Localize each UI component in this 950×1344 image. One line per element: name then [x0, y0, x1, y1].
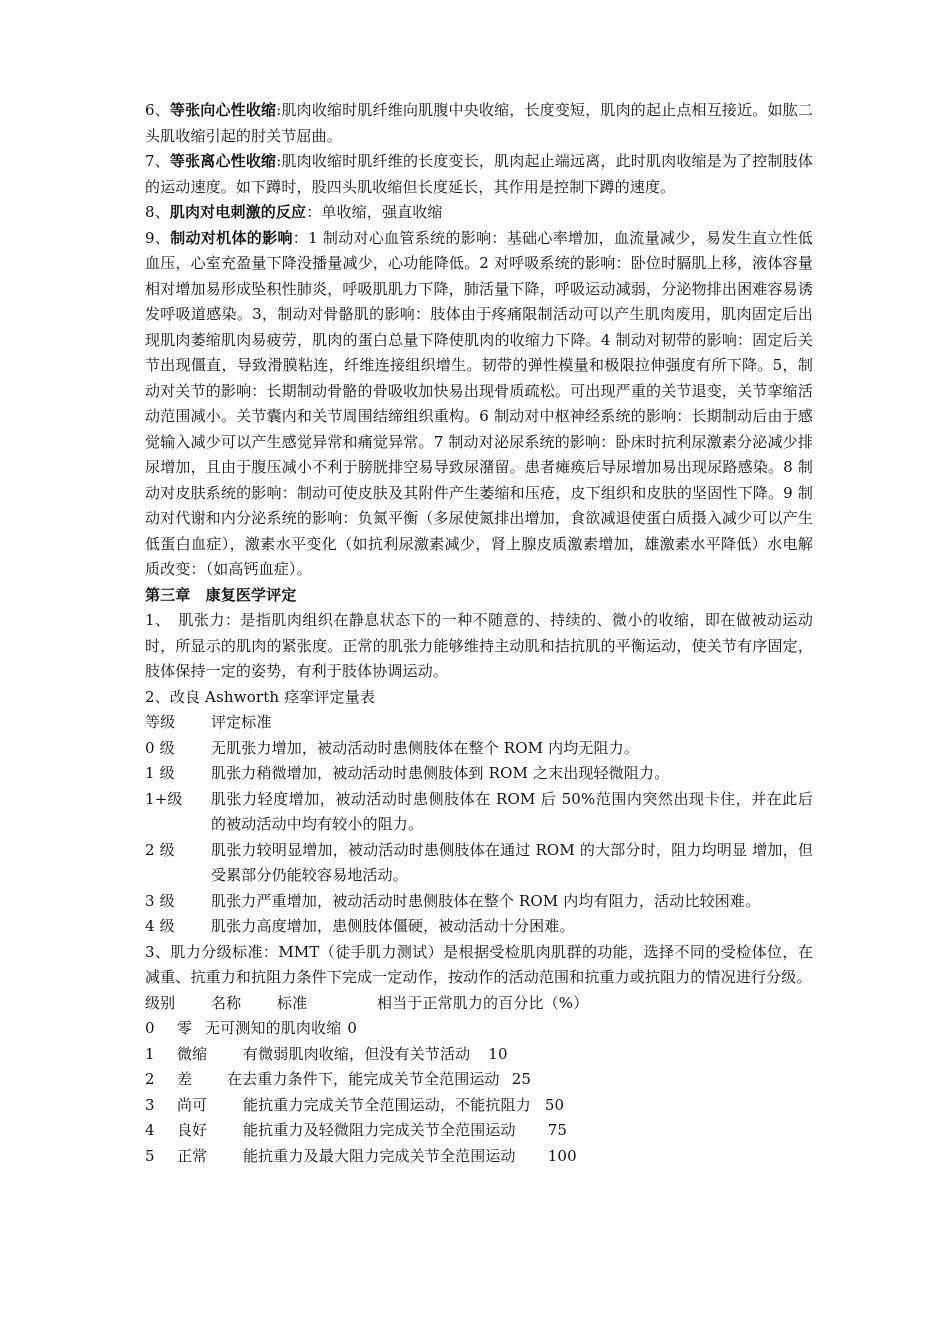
- mmt-level: 5: [145, 1146, 155, 1165]
- mmt-name: 良好: [177, 1121, 208, 1139]
- mmt-name: 正常: [177, 1146, 208, 1165]
- document-page: [145, 98, 813, 1169]
- mmt-name: 差: [177, 1070, 193, 1088]
- item-number: 7、: [145, 152, 170, 170]
- ashworth-header-grade: 等级: [145, 713, 176, 731]
- item-immobilization-effects: [145, 226, 813, 583]
- mmt-level: 2: [145, 1070, 155, 1088]
- item-title: 等张离心性收缩: [169, 152, 277, 170]
- mmt-level: 3: [145, 1095, 155, 1114]
- item-title: 肌张力: [178, 611, 225, 629]
- item-separator: ：: [306, 203, 322, 221]
- item-body: 肌肉收缩时肌纤维的长度变长，肌肉起止端远离，此时肌肉收缩是为了控制肢体的运动速度。如下蹲时，股四头肌收缩但长度延长，其作用是控制下蹲的速度。: [145, 152, 813, 196]
- mmt-percent: 50: [544, 1095, 565, 1114]
- mmt-row: [145, 1067, 813, 1093]
- ashworth-row: [145, 787, 813, 838]
- mmt-criteria: 能抗重力及最大阻力完成关节全范围运动: [243, 1146, 516, 1165]
- mmt-criteria: 在去重力条件下，能完成关节全范围运动: [227, 1070, 500, 1088]
- item-separator: ：: [292, 228, 309, 247]
- item-number: 8、: [145, 203, 170, 221]
- mmt-row: [145, 1042, 813, 1068]
- mmt-percent: 0: [347, 1019, 358, 1037]
- item-isotonic-eccentric: [145, 149, 813, 200]
- ashworth-row: [145, 736, 813, 762]
- muscle-tone-definition: [145, 608, 813, 685]
- mmt-row: [145, 1016, 813, 1042]
- mmt-header-row: [145, 991, 813, 1017]
- mmt-header-percent: 相当于正常肌力的百分比（%）: [377, 993, 589, 1012]
- ashworth-header-criteria: 评定标准: [211, 713, 272, 731]
- mmt-percent: 75: [547, 1121, 568, 1139]
- item-separator: :: [276, 152, 282, 170]
- mmt-name: 微缩: [177, 1044, 208, 1063]
- item-title: 肌肉对电刺激的反应: [169, 203, 307, 221]
- item-body: 1 制动对心血管系统的影响：基础心率增加，血流量减少，易发生直立性低血压，心室充盈量下降没播量减少，心功能降低。2 对呼吸系统的影响：卧位时膈肌上移，液体容量相对增加易形成坠积性肺炎，呼吸肌肌力下降，肺活量下降，呼吸运动减弱，分泌物排出困难容易诱发呼吸道感染。3，制动对骨骼肌的影响：肢体由于疼痛限制活动可以产生肌肉废用，肌肉固定后出现肌肉萎缩肌肉易疲劳，肌肉的蛋白总量下降使肌肉的收缩力下降。4 制动对韧带的影响：固定后关节出现僵直，导致滑膜粘连，纤维连接组织增生。韧带的弹性模量和极限拉伸强度有所下降。5，制动对关节的影响：长期制动骨骼的骨吸收加快易出现骨质疏松。可出现严重的关节退变，关节挛缩活动范围减小。关节囊内和关节周围结缔组织重构。6 制动对中枢神经系统的影响：长期制动后由于感觉输入减少可以产生感觉异常和痛觉异常。7 制动对泌尿系统的影响：卧床时抗利尿激素分泌减少排尿增加，且由于腹压减小不利于膀胱排空易导致尿潴留。患者瘫痪后导尿增加易出现尿路感染。8 制动对皮肤系统的影响：制动可使皮肤及其附件产生萎缩和压疮，皮下组织和皮肤的坚固性下降。9 制动对代谢和内分泌系统的影响：负氮平衡（多尿使氮排出增加，食欲减退使蛋白质摄入减少可以产生低蛋白血症），激素水平变化（如抗利尿激素减少，肾上腺皮质激素增加，雄激素水平降低）水电解质改变：（如高钙血症）。: [145, 228, 813, 578]
- mmt-level: 4: [145, 1121, 155, 1139]
- item-number: 9、: [145, 228, 171, 247]
- mmt-level: 1: [145, 1044, 155, 1063]
- mmt-criteria: 能抗重力完成关节全范围运动，不能抗阻力: [243, 1095, 531, 1114]
- ashworth-grade: 0 级: [145, 738, 175, 757]
- mmt-header-level: 级别: [145, 993, 176, 1012]
- ashworth-grade: 3 级: [145, 891, 175, 910]
- item-body: 肌肉收缩时肌纤维向肌腹中央收缩，长度变短，肌肉的起止点相互接近。如肱二头肌收缩引起的肘关节屈曲。: [145, 101, 813, 145]
- ashworth-header-row: [145, 710, 813, 736]
- item-body: ：是指肌肉组织在静息状态下的一种不随意的、持续的、微小的收缩，即在做被动运动时，所显示的肌肉的紧张度。正常的肌张力能够维持主动肌和拮抗肌的平衡运动，使关节有序固定，肢体保持一定的姿势，有利于肢体协调运动。: [145, 611, 813, 680]
- item-title: 制动对机体的影响: [170, 228, 293, 247]
- item-separator: :: [276, 101, 282, 119]
- mmt-percent: 25: [511, 1070, 532, 1088]
- mmt-header-name: 名称: [211, 993, 242, 1012]
- mmt-name: 零: [177, 1019, 193, 1037]
- ashworth-criteria: 肌张力稍微增加，被动活动时患侧肢体到 ROM 之末出现轻微阻力。: [211, 764, 670, 782]
- item-number: 1、: [145, 611, 179, 629]
- mmt-row: [145, 1144, 813, 1170]
- ashworth-row: [145, 914, 813, 940]
- ashworth-criteria: 无肌张力增加，被动活动时患侧肢体在整个 ROM 内均无阻力。: [211, 738, 639, 757]
- mmt-header-criteria: 标准: [277, 993, 308, 1012]
- ashworth-grade: 2 级: [145, 840, 175, 859]
- mmt-intro: 3、肌力分级标准：MMT（徒手肌力测试）是根据受检肌肉肌群的功能，选择不同的受检体位，在减重、抗重力和抗阻力条件下完成一定动作，按动作的活动范围和抗重力或抗阻力的情况进行分级。: [145, 942, 813, 986]
- ashworth-criteria: 肌张力较明显增加，被动活动时患侧肢体在通过 ROM 的大部分时，阻力均明显 增加，但受累部分仍能较容易地活动。: [211, 840, 813, 884]
- ashworth-criteria: 肌张力轻度增加，被动活动时患侧肢体在 ROM 后 50%范围内突然出现卡住，并在此后的被动活动中均有较小的阻力。: [211, 789, 813, 833]
- mmt-row: [145, 1118, 813, 1144]
- item-body: 单收缩，强直收缩: [321, 203, 443, 221]
- item-isotonic-concentric: [145, 98, 813, 149]
- ashworth-title: 2、改良 Ashworth 痉挛评定量表: [145, 687, 376, 706]
- chapter-heading: 第三章 康复医学评定: [145, 585, 297, 604]
- item-electric-stimulation: [145, 200, 813, 226]
- item-number: 6、: [145, 101, 170, 119]
- ashworth-grade: 4 级: [145, 917, 175, 935]
- mmt-criteria: 无可测知的肌肉收缩: [205, 1019, 342, 1037]
- mmt-criteria: 有微弱肌肉收缩，但没有关节活动: [243, 1044, 471, 1063]
- ashworth-row: [145, 889, 813, 915]
- mmt-criteria: 能抗重力及轻微阻力完成关节全范围运动: [243, 1121, 516, 1139]
- mmt-percent: 10: [488, 1044, 508, 1063]
- mmt-row: [145, 1093, 813, 1119]
- ashworth-grade: 1+级: [145, 789, 183, 808]
- ashworth-criteria: 肌张力严重增加，被动活动时患侧肢体在整个 ROM 内均有阻力，活动比较困难。: [211, 891, 761, 910]
- ashworth-row: [145, 838, 813, 889]
- item-title: 等张向心性收缩: [169, 101, 277, 119]
- ashworth-grade: 1 级: [145, 764, 175, 782]
- mmt-percent: 100: [547, 1146, 577, 1165]
- ashworth-row: [145, 761, 813, 787]
- mmt-name: 尚可: [177, 1095, 208, 1114]
- mmt-level: 0: [145, 1019, 155, 1037]
- ashworth-criteria: 肌张力高度增加，患侧肢体僵硬，被动活动十分困难。: [211, 917, 575, 935]
